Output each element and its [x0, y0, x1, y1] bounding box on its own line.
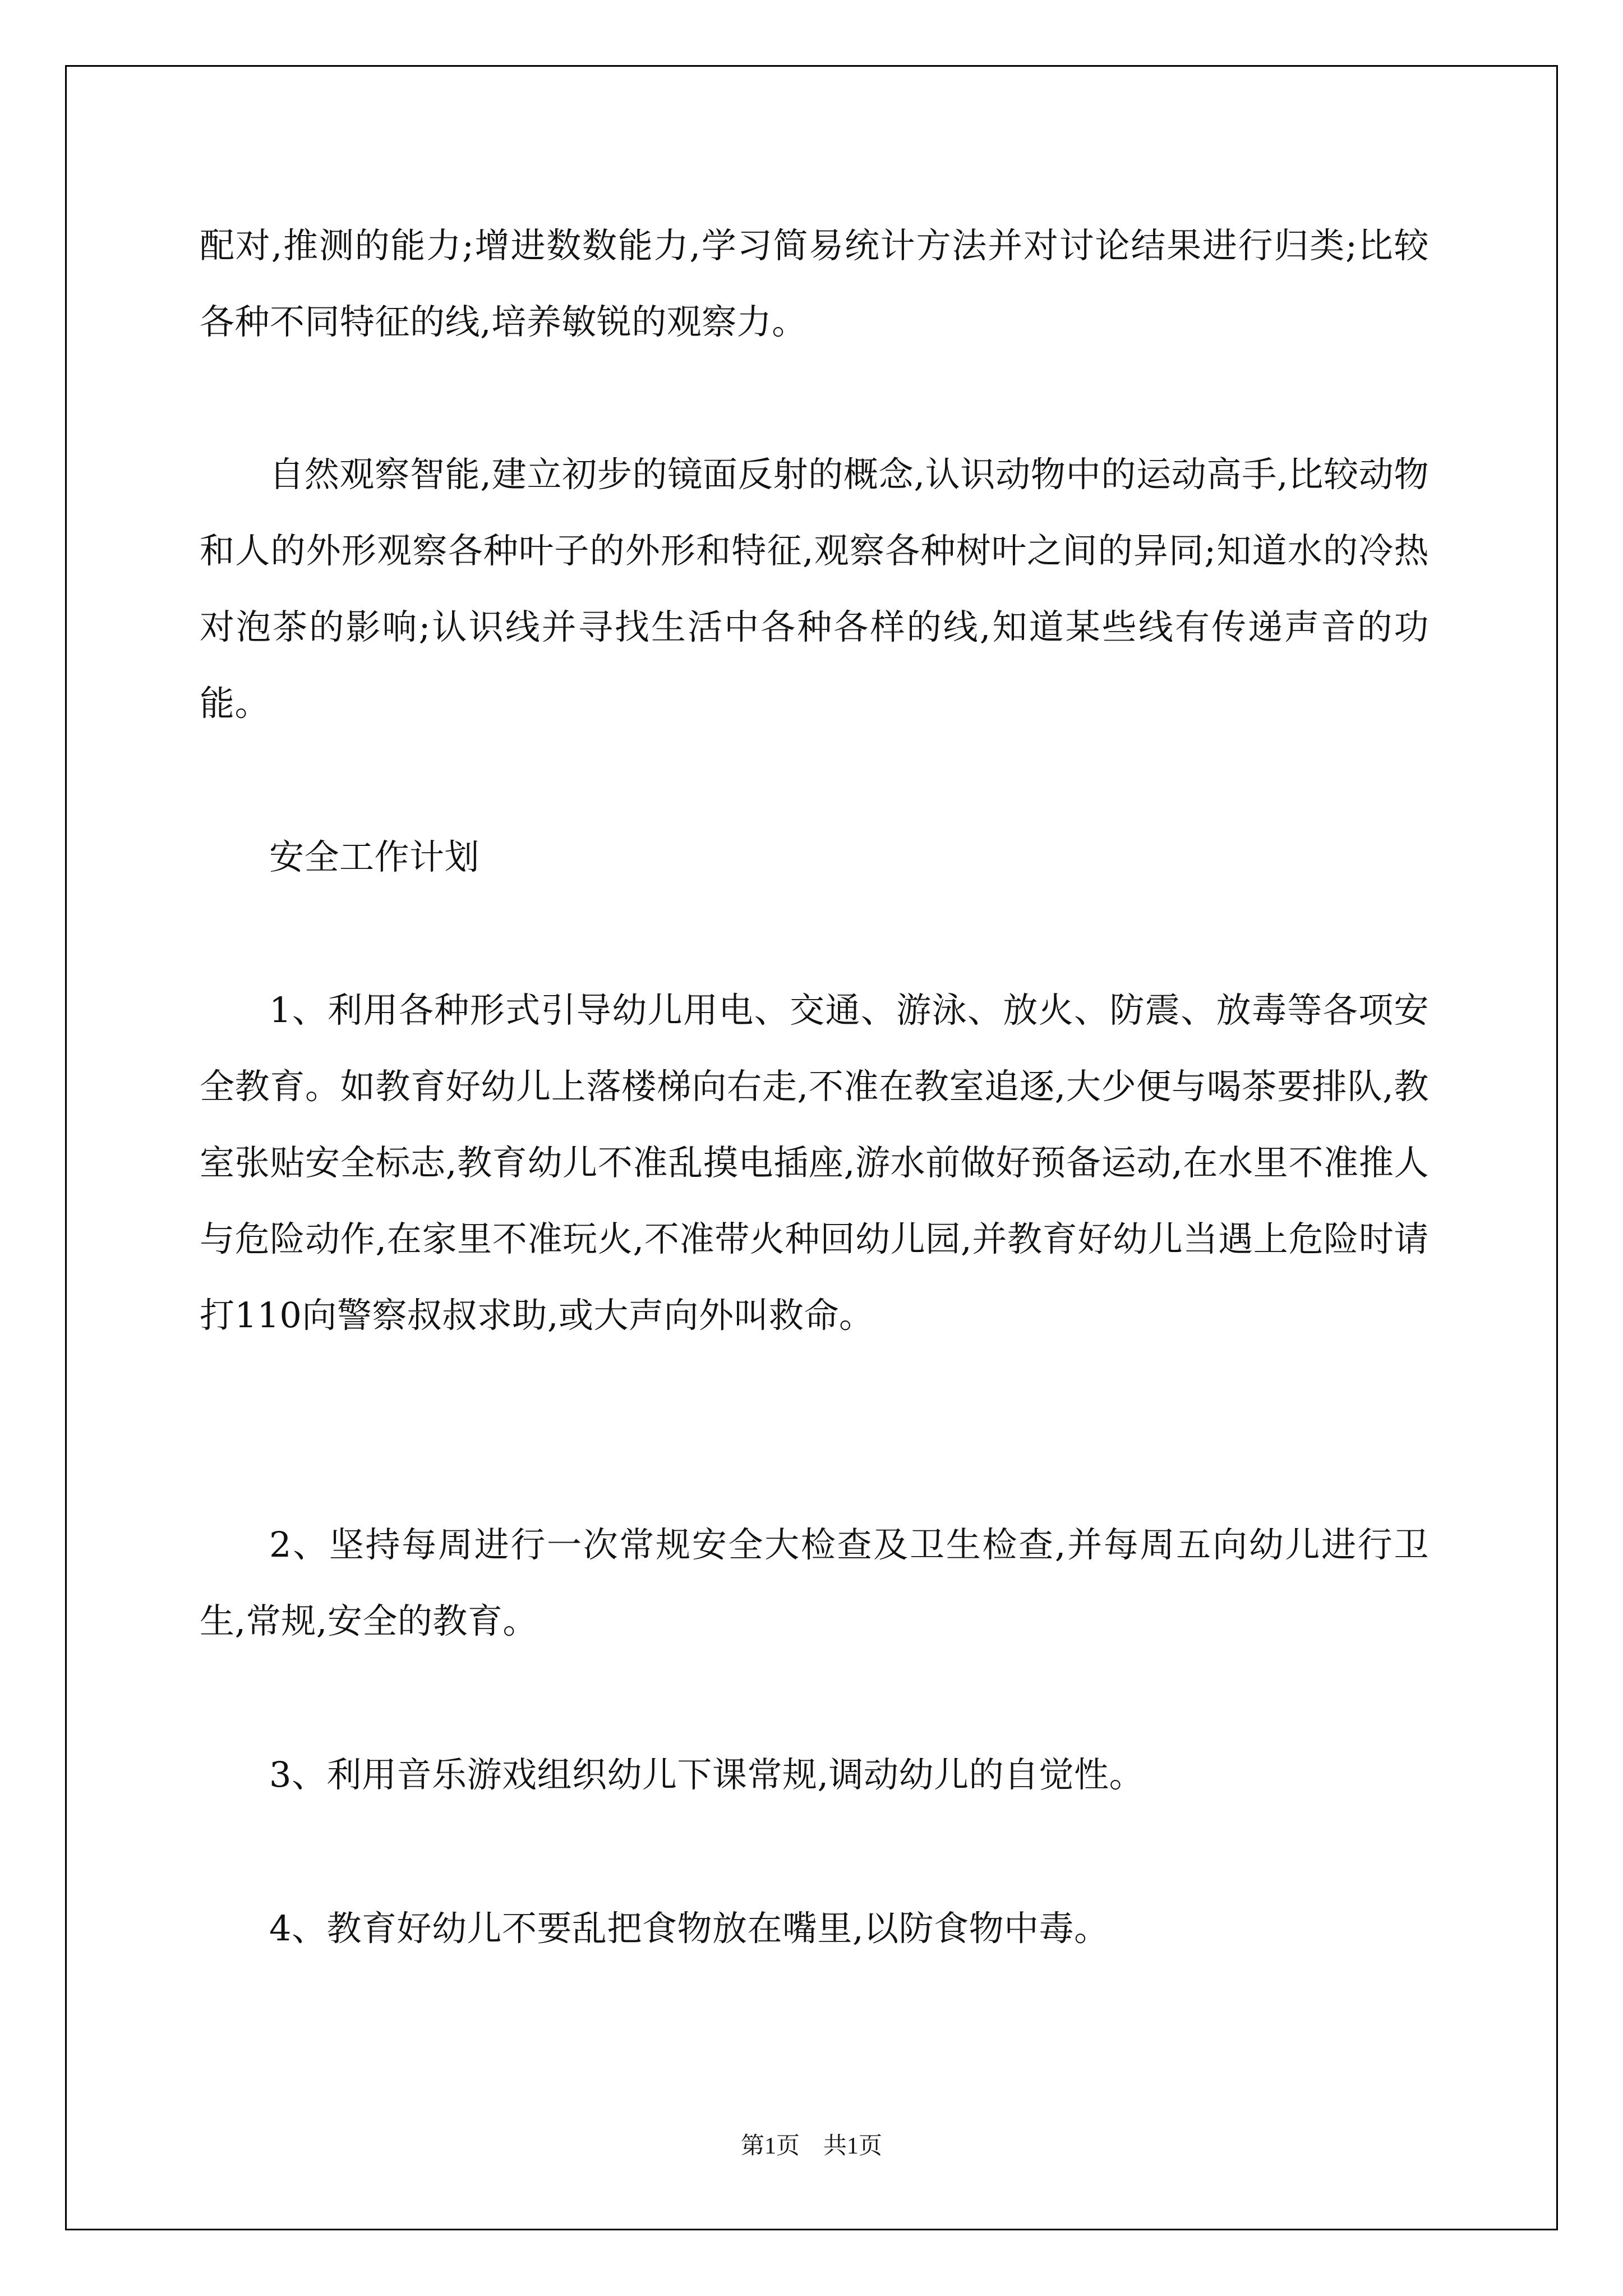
paragraph-safety-item-1: 1、利用各种形式引导幼儿用电、交通、游泳、放火、防震、放毒等各项安全教育。如教育好幼儿上落楼梯向右走,不准在教室追逐,大少便与喝茶要排队,教室张贴安全标志,教育幼儿不准乱摸电插座,游水前做好预备运动,在水里不准推人与危险动作,在家里不准玩火,不准带火种回幼儿园,并教育好幼儿当遇上危险时请打110向警察叔叔求助,或大声向外叫救命。 [200, 990, 1429, 1336]
page-footer [0, 2129, 1623, 2163]
paragraph-safety-item-4: 4、教育好幼儿不要乱把食物放在嘴里,以防食物中毒。 [269, 1908, 1109, 1949]
page-total: 共1页 [823, 2133, 883, 2159]
paragraph-safety-item-2: 2、坚持每周进行一次常规安全大检查及卫生检查,并每周五向幼儿进行卫生,常规,安全的教育。 [200, 1524, 1429, 1641]
page-number: 第1页 [740, 2133, 800, 2159]
paragraph-continuation: 配对,推测的能力;增进数数能力,学习简易统计方法并对讨论结果进行归类;比较各种不同特征的线,培养敏锐的观察力。 [200, 225, 1429, 342]
section-heading-safety-plan: 安全工作计划 [269, 836, 480, 877]
paragraph-nature-observation: 自然观察智能,建立初步的镜面反射的概念,认识动物中的运动高手,比较动物和人的外形观察各种叶子的外形和特征,观察各种树叶之间的异同;知道水的冷热对泡茶的影响;认识线并寻找生活中各种各样的线,知道某些线有传递声音的功能。 [200, 454, 1429, 724]
paragraph-safety-item-3: 3、利用音乐游戏组织幼儿下课常规,调动幼儿的自觉性。 [269, 1754, 1145, 1795]
